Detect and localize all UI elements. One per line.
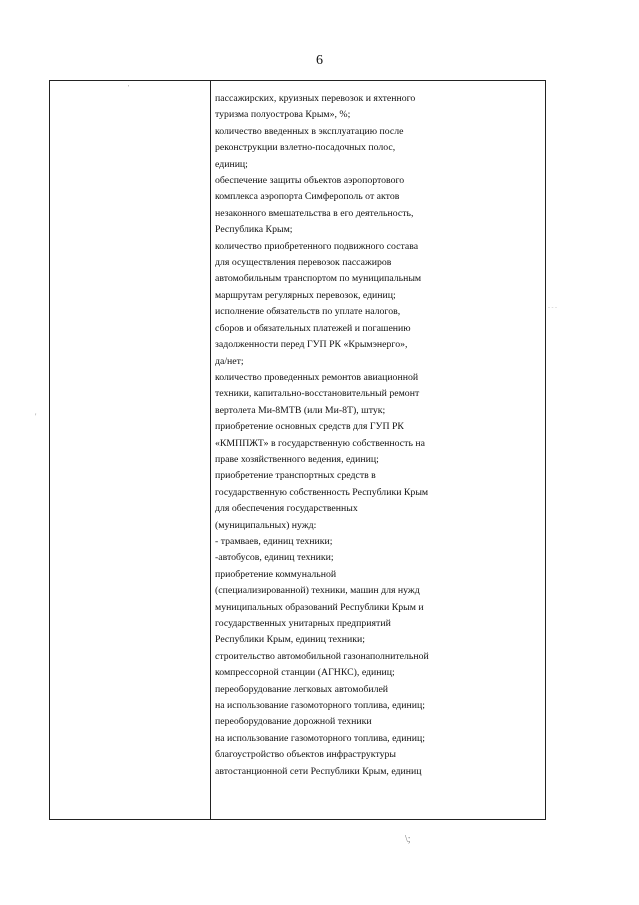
cell-text-line: исполнение обязательств по уплате налогов, — [215, 306, 401, 318]
cell-text-line: (муниципальных) нужд: — [215, 519, 317, 531]
cell-text-line: да/нет; — [215, 355, 244, 367]
cell-text-line: государственных унитарных предприятий — [215, 618, 391, 629]
cell-text-line: переоборудование легковых автомобилей — [215, 683, 389, 695]
cell-text-line: муниципальных образований Республики Крым и — [215, 601, 424, 613]
cell-text-line: количество проведенных ремонтов авиационной — [215, 371, 419, 383]
cell-text-line: благоустройство объектов инфраструктуры — [215, 749, 396, 761]
cell-text-line: приобретение транспортных средств в — [215, 470, 376, 482]
cell-text-line: -автобусов, единиц техники; — [215, 552, 334, 564]
cell-text-line: Республика Крым; — [215, 224, 293, 236]
cell-text-line: «КМППЖТ» в государственную собственность на — [215, 437, 425, 449]
cell-text-line: - трамваев, единиц техники; — [215, 535, 333, 547]
cell-text-line: комплекса аэропорта Симферополь от актов — [215, 191, 400, 203]
cell-text-line: техники, капитально-восстановительный ремонт — [215, 388, 420, 400]
scan-speck: ' — [128, 84, 130, 92]
cell-text-line: приобретение основных средств для ГУП РК — [215, 421, 404, 433]
cell-text-line: приобретение коммунальной — [215, 568, 337, 580]
scan-speck: \; — [405, 834, 411, 845]
cell-text-line: незаконного вмешательства в его деятельность, — [215, 207, 414, 219]
cell-text-line: компрессорной станции (АГНКС), единиц; — [215, 667, 395, 679]
cell-text-line: строительство автомобильной газонаполнительной — [215, 650, 429, 662]
cell-text-line: для осуществления перевозок пассажиров — [215, 257, 392, 269]
cell-text-line: задолженности перед ГУП РК «Крымэнерго», — [215, 339, 408, 351]
cell-text-line: на использование газомоторного топлива, единиц; — [215, 732, 425, 744]
table-right-cell — [211, 81, 545, 819]
document-table — [49, 80, 546, 820]
cell-text-line: Республики Крым, единиц техники; — [215, 634, 365, 646]
cell-text-line: вертолета Ми-8МТВ (или Ми-8Т), штук; — [215, 404, 386, 416]
cell-text-line: для обеспечения государственных — [215, 503, 358, 515]
page-number: 6 — [316, 53, 323, 68]
cell-text-line: пассажирских, круизных перевозок и яхтенного — [215, 93, 416, 104]
cell-text-line: автомобильным транспортом по муниципальным — [215, 273, 422, 285]
cell-text-line: на использование газомоторного топлива, единиц; — [215, 700, 425, 712]
cell-text-line: реконструкции взлетно-посадочных полос, — [215, 142, 396, 154]
cell-text-line: переоборудование дорожной техники — [215, 716, 372, 728]
cell-text-line: маршрутам регулярных перевозок, единиц; — [215, 289, 396, 301]
table-left-cell — [50, 81, 211, 819]
cell-text-line: количество приобретенного подвижного состава — [215, 240, 419, 252]
scan-speck: - - - — [548, 305, 557, 311]
cell-text-line: государственную собственность Республики Крым — [215, 486, 429, 498]
scan-speck: ' — [35, 412, 37, 421]
cell-text-line: праве хозяйственного ведения, единиц; — [215, 453, 379, 465]
cell-text-line: единиц; — [215, 158, 248, 170]
cell-text-line: количество введенных в эксплуатацию после — [215, 125, 404, 137]
cell-text-line: обеспечение защиты объектов аэропортового — [215, 175, 405, 187]
cell-text-line: (специализированной) техники, машин для нужд — [215, 585, 420, 597]
cell-text-line: туризма полуострова Крым», %; — [215, 109, 351, 121]
cell-text-line: автостанционной сети Республики Крым, единиц — [215, 765, 422, 777]
cell-text-line: сборов и обязательных платежей и погашению — [215, 322, 411, 334]
